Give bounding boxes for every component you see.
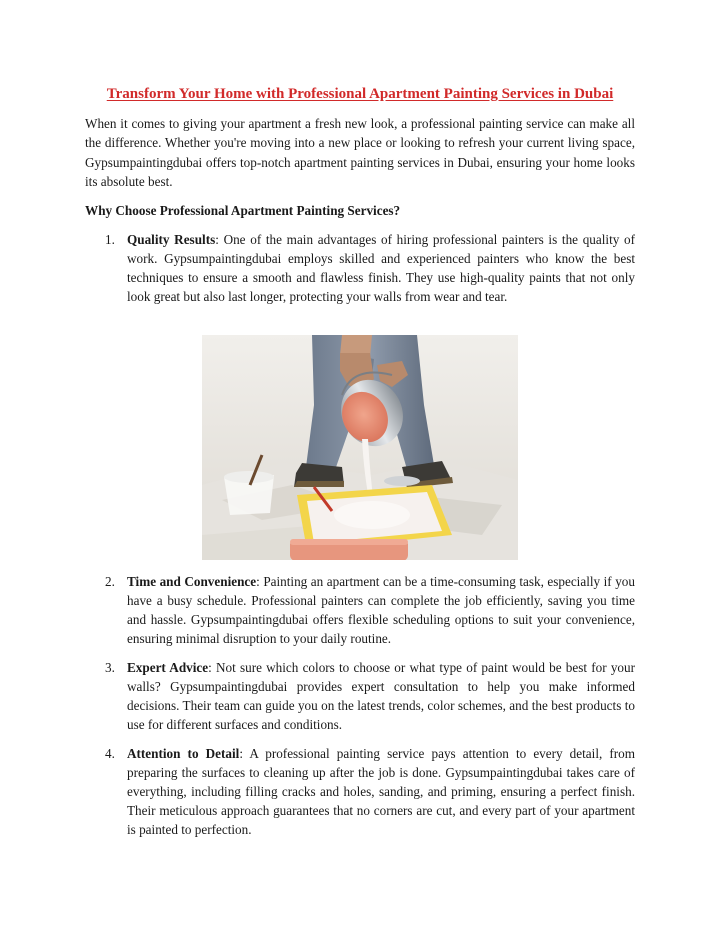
list-item-body: [127, 230, 635, 306]
list-item-body: [127, 658, 635, 734]
intro-paragraph: When it comes to giving your apartment a fresh new look, a professional painting service can make all the difference. Whether you're moving into a new place or looking to refresh your current living space, Gypsumpaintingdubai offers top-notch apartment painting services in Dubai, ensuring your home looks its absolute best.: [85, 116, 635, 189]
list-item-term: Time and Convenience: [127, 574, 257, 589]
list-item: [105, 658, 635, 734]
list-item-number: 3.: [105, 660, 115, 675]
list-item-text: : Painting an apartment can be a time-consuming task, especially if you have a busy schedule. Professional painters can complete the job efficiently, saving you time and hassle. Gypsumpaintingdubai offers flexible scheduling options to suit your convenience, ensuring minimal disruption to your daily routine.: [127, 574, 635, 646]
painter-pouring-paint-photo: [202, 335, 518, 560]
page-title: Transform Your Home with Professional Apartment Painting Services in Dubai: [106, 86, 614, 102]
list-item-number: 1.: [105, 232, 115, 247]
list-item-term: Quality Results: [127, 232, 216, 247]
list-item-number: 4.: [105, 746, 115, 761]
list-item-body: [127, 744, 635, 839]
list-item-term: Attention to Detail: [127, 746, 240, 761]
list-item-text: : One of the main advantages of hiring professional painters is the quality of work. Gypsumpaintingdubai employs skilled and experienced painters who know the best techniques to ensure a smooth and flawless finish. They use high-quality paints that not only look great but also last longer, protecting your walls from wear and tear.: [127, 232, 636, 304]
list-item: [105, 744, 635, 839]
list-item-text: : Not sure which colors to choose or what type of paint would be best for your walls? Gypsumpaintingdubai provides expert consultation to help you make informed decisions. Their team can guide you on the latest trends, color schemes, and the best products to use for different surfaces and conditions.: [127, 660, 635, 732]
list-item-body: [127, 572, 635, 648]
section-heading: Why Choose Professional Apartment Painting Services?: [85, 203, 401, 218]
list-item: [105, 230, 635, 306]
list-item-text: : A professional painting service pays attention to every detail, from preparing the surfaces to cleaning up after the job is done. Gypsumpaintingdubai takes care of everything, including filling cracks and holes, sanding, and priming, ensuring a perfect finish. Their meticulous approach guarantees that no corners are cut, and every part of your apartment is painted to perfection.: [127, 746, 635, 837]
list-item-term: Expert Advice: [127, 660, 209, 675]
list-item-number: 2.: [105, 574, 115, 589]
list-item: [105, 572, 635, 648]
